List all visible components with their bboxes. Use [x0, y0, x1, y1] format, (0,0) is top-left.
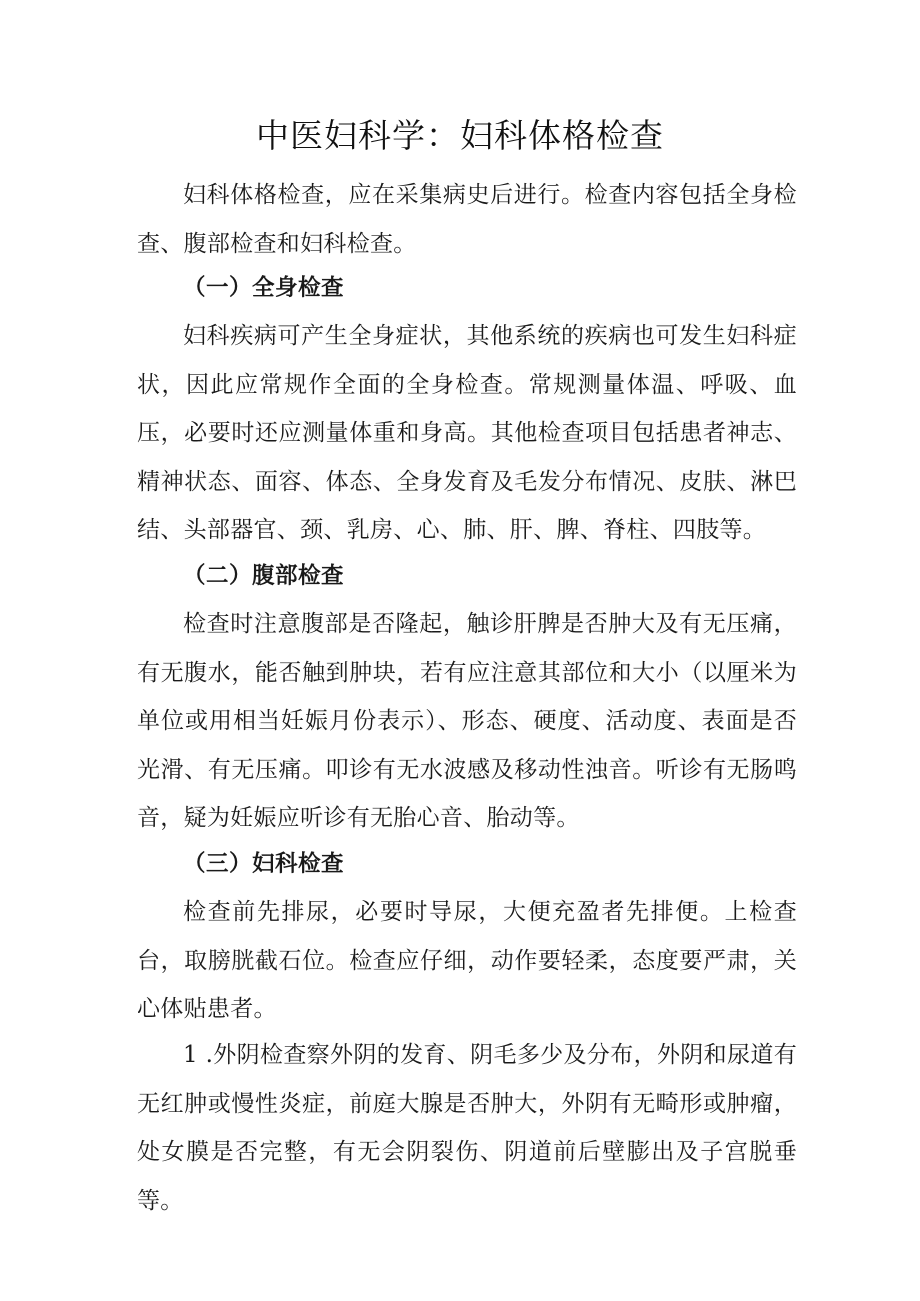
section-body-general-exam: 妇科疾病可产生全身症状，其他系统的疾病也可发生妇科症状，因此应常规作全面的全身检查。常规测量体温、呼吸、血压，必要时还应测量体重和身高。其他检查项目包括患者神志、精神状态、面容、体态、全身发育及毛发分布情况、皮肤、淋巴结、头部器官、颈、乳房、心、肺、肝、脾、脊柱、四肢等。 [137, 323, 797, 543]
section-heading-abdominal-exam: （二）腹部检查 [183, 563, 345, 589]
section-body-abdominal-exam: 检查时注意腹部是否隆起，触诊肝脾是否肿大及有无压痛，有无腹水，能否触到肿块，若有应注意其部位和大小（以厘米为单位或用相当妊娠月份表示）、形态、硬度、活动度、表面是否光滑、有无压痛。叩诊有无水波感及移动性浊音。听诊有无肠鸣音，疑为妊娠应听诊有无胎心音、胎动等。 [137, 611, 797, 831]
intro-paragraph: 妇科体格检查，应在采集病史后进行。检查内容包括全身检查、腹部检查和妇科检查。 [137, 182, 797, 257]
section-body-gynecological-exam: 检查前先排尿，必要时导尿，大便充盈者先排便。上检查台，取膀胱截石位。检查应仔细，动作要轻柔，态度要严肃，关心体贴患者。 [137, 899, 797, 1022]
section-heading-gynecological-exam: （三）妇科检查 [183, 851, 345, 877]
section-heading-general-exam: （一）全身检查 [183, 275, 345, 301]
document-title: 中医妇科学：妇科体格检查 [256, 116, 664, 155]
list-item-external-genitalia-exam: 1 .外阴检查察外阴的发育、阴毛多少及分布，外阴和尿道有无红肿或慢性炎症，前庭大腺是否肿大，外阴有无畸形或肿瘤，处女膜是否完整，有无会阴裂伤、阴道前后壁膨出及子宫脱垂等。 [137, 1042, 797, 1214]
